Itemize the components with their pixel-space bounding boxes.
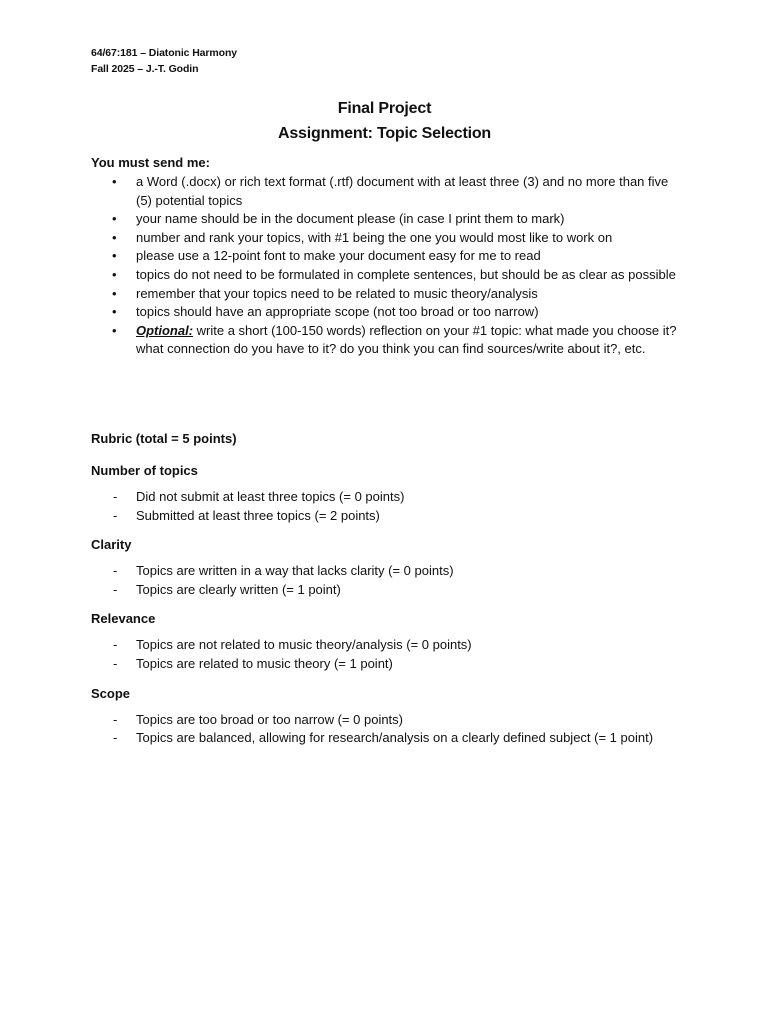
list-item: - Did not submit at least three topics (= 0 points) [91,488,678,507]
optional-text: write a short (100-150 words) reflection on your #1 topic: what made you choose it? what connection do you have to it? do you think you can find sources/write about it?, etc. [136,322,677,357]
list-item: - Topics are too broad or too narrow (= 0 points) [91,711,678,730]
list-item: • topics do not need to be formulated in complete sentences, but should be as clear as possible [91,266,678,285]
rubric-list-relevance [91,636,678,673]
requirements-list [91,173,678,359]
list-item: - Submitted at least three topics (= 2 points) [91,507,678,526]
rubric-section-heading-relevance: Relevance [91,611,156,627]
list-item: • topics should have an appropriate scope (not too broad or too narrow) [91,303,678,322]
rubric-list-clarity [91,562,678,599]
list-item: • your name should be in the document please (in case I print them to mark) [91,210,678,229]
dash-icon: - [113,655,118,671]
bullet-icon: • [112,248,117,264]
bullet-icon: • [112,322,117,338]
rubric-section-heading-number-of-topics: Number of topics [91,462,198,478]
bullet-icon: • [112,285,117,301]
dash-icon: - [113,581,118,597]
rubric-section-heading-scope: Scope [91,685,131,701]
list-item: - Topics are clearly written (= 1 point) [91,581,678,600]
rubric-list-scope [91,711,678,748]
dash-icon: - [113,507,118,523]
title-block [91,96,678,146]
list-item: • please use a 12-point font to make your document easy for me to read [91,247,678,266]
list-item: • number and rank your topics, with #1 being the one you would most like to work on [91,229,678,248]
bullet-icon: • [112,174,117,189]
bullet-icon: • [112,266,117,282]
bullet-icon: • [112,229,117,245]
dash-icon: - [113,637,118,653]
rubric-title: Rubric (total = 5 points) [91,430,237,446]
list-item: - Topics are written in a way that lacks clarity (= 0 points) [91,562,678,581]
requirements-intro: You must send me: [91,155,210,170]
list-item: - Topics are balanced, allowing for research/analysis on a clearly defined subject (= 1 point) [91,729,678,748]
dash-icon: - [113,711,118,727]
list-item: - Topics are not related to music theory/analysis (= 0 points) [91,636,678,655]
document-subtitle: Assignment: Topic Selection [278,125,491,142]
bullet-icon: • [112,211,117,227]
dash-icon: - [113,563,118,579]
list-item: - Topics are related to music theory (= 1 point) [91,655,678,674]
dash-icon: - [113,730,118,746]
list-item: • remember that your topics need to be related to music theory/analysis [91,285,678,304]
bullet-icon: • [112,304,117,320]
document-title: Final Project [337,100,432,117]
course-header: 64/67:181 – Diatonic Harmony [91,47,238,59]
list-item: • a Word (.docx) or rich text format (.rtf) document with at least three (3) and no more than five (5) potential topics [112,174,669,208]
rubric-list-number-of-topics [91,488,678,525]
list-item-optional [91,322,678,359]
optional-label: Optional: [136,322,194,338]
rubric-section-heading-clarity: Clarity [91,537,132,553]
term-instructor-header: Fall 2025 – J.-T. Godin [91,63,199,75]
dash-icon: - [113,488,118,504]
